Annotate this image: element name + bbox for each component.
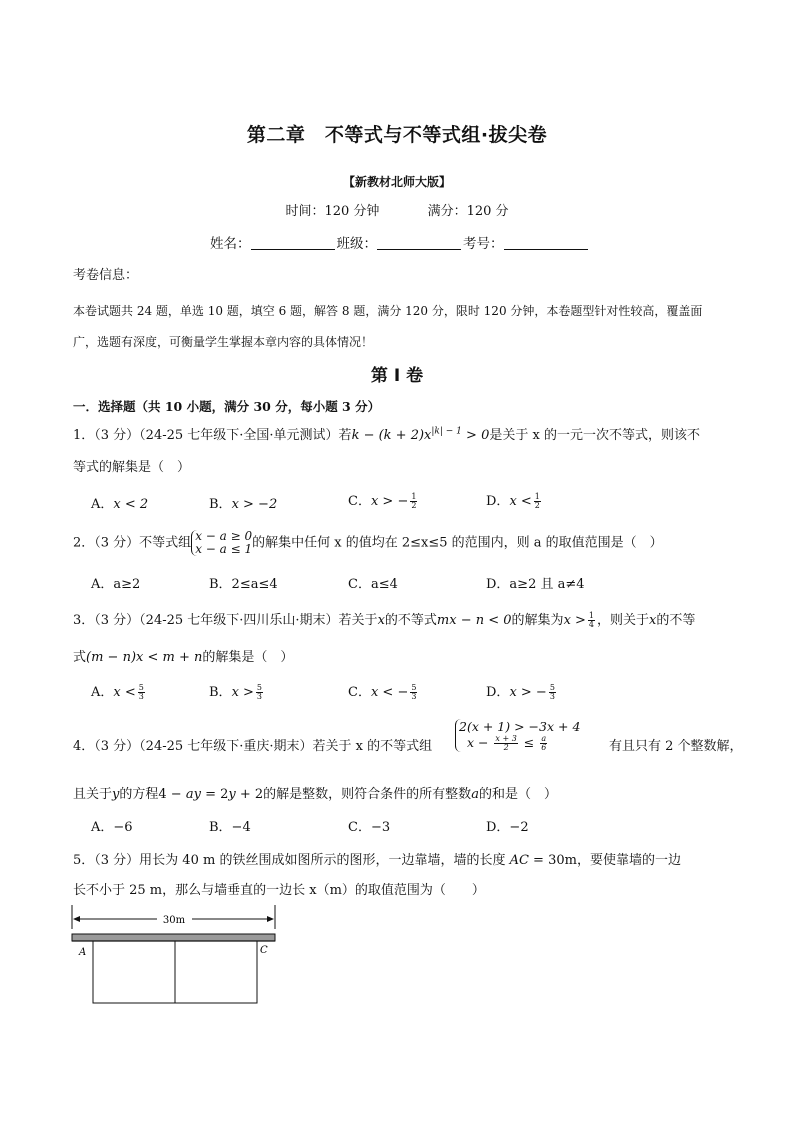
paper-title: 第二章 不等式与不等式组·拔尖卷 — [246, 124, 548, 146]
q2-option-b[interactable]: B．2≤a≤4 — [209, 577, 278, 592]
name-label: 姓名： — [210, 236, 251, 252]
question-1-stem: 是关于 x 的一元一次不等式，则该不 — [489, 428, 700, 443]
section-heading: 第 I 卷 — [370, 366, 424, 386]
question-2-system: x − a ≥ 0 x − a ≤ 1 — [191, 530, 252, 556]
question-2-prefix: 2．（3 分）不等式组 — [73, 535, 192, 551]
class-label: 班级： — [336, 236, 377, 252]
id-blank — [504, 235, 588, 250]
q1-option-b[interactable]: B．x > −2 — [209, 497, 278, 512]
question-5-line-1: 5．（3 分）用长为 40 m 的铁丝围成如图所示的图形，一边靠墙，墙的长度 AC = 30m，要使靠墙的一边 — [73, 853, 681, 868]
q1-option-a[interactable]: A．x < 2 — [91, 497, 149, 512]
id-label: 考号： — [463, 236, 504, 252]
full-score: 满分：120 分 — [427, 204, 509, 219]
edition-label: 【新教材北师大版】 — [342, 175, 451, 189]
time-score-line — [0, 200, 794, 219]
student-info-fields — [210, 232, 590, 252]
part-heading: 一．选择题（共 10 小题，满分 30 分，每小题 3 分） — [73, 399, 381, 414]
question-4-line-2: 且关于y的方程4 − ay = 2y + 2的解是整数，则符合条件的所有整数a的和是（ ） — [73, 787, 557, 802]
question-5-line-2: 长不小于 25 m，那么与墙垂直的一边长 x（m）的取值范围为（ ） — [73, 883, 485, 898]
fence-diagram — [70, 905, 280, 1010]
q4-option-a[interactable]: A．−6 — [91, 820, 133, 835]
q3-option-b[interactable]: B．x > $\frac{5}{3}$ — [209, 683, 263, 701]
name-blank — [251, 235, 335, 250]
time-limit: 时间：120 分钟 — [285, 204, 380, 219]
exam-info-desc: 本卷试题共 24 题，单选 10 题，填空 6 题，解答 8 题，满分 120 分，限时 120 分钟，本卷题型针对性较高，覆盖面广，选题有深度，可衡量学生掌握本章内容的具体情况！ — [73, 304, 703, 349]
q1-option-c[interactable]: C．x > − $\frac{1}{2}$ — [348, 492, 417, 510]
q4-option-d[interactable]: D．−2 — [486, 820, 529, 835]
question-4-system: 2(x + 1) > −3x + 4 x − $\frac{x + 3}{2}$ ≤ $\frac{a}{6}$ — [455, 719, 580, 752]
question-1-prefix: 1．（3 分）（24-25 七年级下·全国·单元测试）若 — [73, 428, 352, 443]
q1-option-d[interactable]: D．x < $\frac{1}{2}$ — [486, 492, 540, 510]
arrow-left — [73, 916, 80, 922]
point-c-label: C — [260, 945, 268, 956]
wall — [72, 934, 275, 941]
exam-info-title: 考卷信息： — [73, 268, 139, 283]
arrow-right — [267, 916, 274, 922]
question-1-inequality: $k - (k + 2)x^{|k| - 1} > 0$ — [351, 426, 490, 443]
question-2-stem: 的解集中任何 x 的值均在 2≤x≤5 的范围内，则 a 的取值范围是（ ） — [252, 535, 663, 551]
q2-option-d[interactable]: D．a≥2 且 a≠4 — [486, 577, 585, 592]
q4-option-c[interactable]: C．−3 — [348, 820, 391, 835]
q2-option-a[interactable]: A．a≥2 — [91, 577, 141, 592]
length-label: 30m — [162, 915, 186, 926]
q2-option-c[interactable]: C．a≤4 — [348, 577, 398, 592]
q4-option-b[interactable]: B．−4 — [209, 820, 251, 835]
question-4-line-1: 4．（3 分）（24-25 七年级下·重庆·期末）若关于 x 的不等式组 — [73, 739, 433, 754]
q3-option-c[interactable]: C．x < − $\frac{5}{3}$ — [348, 683, 417, 701]
question-3-line-2: 式(m − n)x < m + n的解集是（ ） — [73, 650, 294, 665]
question-1-line-1 — [73, 424, 700, 443]
question-3-line-1: 3．（3 分）（24-25 七年级下·四川乐山·期末）若关于x的不等式mx − n < 0的解集为x > $\frac{1}{4}$ ，则关于x的不等 — [73, 611, 696, 629]
q3-option-a[interactable]: A．x < $\frac{5}{3}$ — [91, 683, 144, 701]
question-1-line-2: 等式的解集是（ ） — [73, 460, 191, 475]
point-a-label: A — [79, 947, 87, 958]
question-4-stem-end: 有且只有 2 个整数解， — [609, 739, 743, 754]
class-blank — [377, 235, 461, 250]
question-2-line-1 — [73, 530, 663, 556]
q3-option-d[interactable]: D．x > − $\frac{5}{3}$ — [486, 683, 555, 701]
